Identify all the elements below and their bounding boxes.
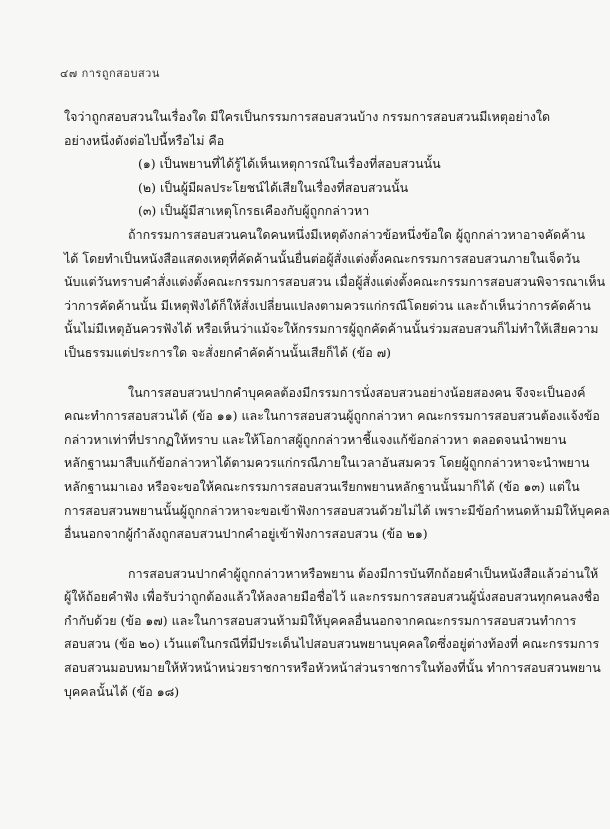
list-item: (๑) เป็นพยานที่ได้รู้ได้เห็นเหตุการณ์ในเรื่องที่สอบสวนนั้น [138, 156, 441, 172]
text-line: นับแต่วันทราบคำสั่งแต่งตั้งคณะกรรมการสอบสวน เมื่อผู้สั่งแต่งตั้งคณะกรรมการสอบสวนพิจารณาเห็น [64, 274, 606, 290]
text-line: เป็นธรรมแต่ประการใด จะสั่งยกคำคัดค้านนั้นเสียก็ได้ (ข้อ ๗) [64, 344, 391, 360]
text-line: ถ้ากรรมการสอบสวนคนใดคนหนึ่งมีเหตุดังกล่าวข้อหนึ่งข้อใด ผู้ถูกกล่าวหาอาจคัดค้าน [128, 226, 586, 242]
text-line: ในการสอบสวนปากคำบุคคลต้องมีกรรมการนั่งสอบสวนอย่างน้อยสองคน จึงจะเป็นองค์ [128, 384, 586, 400]
paragraph-gap [64, 546, 552, 562]
text-line: อื่นนอกจากผู้กำลังถูกสอบสวนปากคำอยู่เข้าฟังการสอบสวน (ข้อ ๒๑) [64, 526, 428, 542]
list-item: (๒) เป็นผู้มีผลประโยชน์ได้เสียในเรื่องที่สอบสวนนั้น [138, 179, 409, 195]
document-body [64, 105, 610, 703]
text-line: ได้ โดยทำเป็นหนังสือแสดงเหตุที่คัดค้านนั้นยื่นต่อผู้สั่งแต่งตั้งคณะกรรมการสอบสวนภายในเจ็ดวัน [64, 250, 580, 266]
paragraph-gap [64, 365, 552, 381]
text-line: คณะทำการสอบสวนได้ (ข้อ ๑๑) และในการสอบสวนผู้ถูกกล่าวหา คณะกรรมการสอบสวนต้องแจ้งข้อ [64, 408, 600, 424]
text-line: อย่างหนึ่งดังต่อไปนี้หรือไม่ คือ [64, 132, 225, 148]
list-item: (๓) เป็นผู้มีสาเหตุโกรธเคืองกับผู้ถูกกล่าวหา [138, 203, 370, 219]
text-line: การสอบสวนพยานนั้นผู้ถูกกล่าวหาจะขอเข้าฟังการสอบสวนด้วยไม่ได้ เพราะมีข้อกำหนดห้ามมิให้บุคคล [64, 502, 610, 518]
text-line: สอบสวนมอบหมายให้หัวหน้าหน่วยราชการหรือหัวหน้าส่วนราชการในท้องที่นั้น ทำการสอบสวนพยาน [64, 660, 601, 676]
text-line: กล่าวหาเท่าที่ปรากฏให้ทราบ และให้โอกาสผู้ถูกกล่าวหาชี้แจงแก้ข้อกล่าวหา ตลอดจนนำพยาน [64, 431, 567, 447]
text-line: หลักฐานมาสืบแก้ข้อกล่าวหาได้ตามควรแก่กรณีภายในเวลาอันสมควร โดยผู้ถูกกล่าวหาจะนำพยาน [64, 455, 590, 471]
text-line: หลักฐานมาเอง หรือจะขอให้คณะกรรมการสอบสวนเรียกพยานหลักฐานนั้นมาก็ได้ (ข้อ ๑๓) แต่ใน [64, 478, 580, 494]
text-line: นั้นไม่มีเหตุอันควรฟังได้ หรือเห็นว่าแม้จะให้กรรมการผู้ถูกคัดค้านนั้นร่วมสอบสวนก็ไม่ทำให้เสียความ [64, 321, 599, 337]
text-line: ใจว่าถูกสอบสวนในเรื่องใด มีใครเป็นกรรมการสอบสวนบ้าง กรรมการสอบสวนมีเหตุอย่างใด [64, 109, 551, 124]
text-line: กำกับด้วย (ข้อ ๑๗) และในการสอบสวนห้ามมิให้บุคคลอื่นนอกจากคณะกรรมการสอบสวนทำการ [64, 612, 577, 628]
text-line: บุคคลนั้นได้ (ข้อ ๑๘) [64, 683, 180, 699]
text-line: สอบสวน (ข้อ ๒๐) เว้นแต่ในกรณีที่มีประเด็นไปสอบสวนพยานบุคคลใดซึ่งอยู่ต่างท้องที่ คณะกรรมการ [64, 636, 600, 652]
text-line: ว่าการคัดค้านนั้น มีเหตุฟังได้ก็ให้สั่งเปลี่ยนแปลงตามควรแก่กรณีโดยด่วน และถ้าเห็นว่าการคัดค้าน [64, 297, 591, 313]
text-line: การสอบสวนปากคำผู้ถูกกล่าวหาหรือพยาน ต้องมีการบันทึกถ้อยคำเป็นหนังสือแล้วอ่านให้ [128, 565, 599, 581]
text-line: ผู้ให้ถ้อยคำฟัง เพื่อรับว่าถูกต้องแล้วให้ลงลายมือชื่อไว้ และกรรมการสอบสวนผู้นั่งสอบสวนทุกคนลงชื่อ [64, 589, 600, 605]
page-header: ๔๗ การถูกสอบสวน [60, 67, 160, 80]
